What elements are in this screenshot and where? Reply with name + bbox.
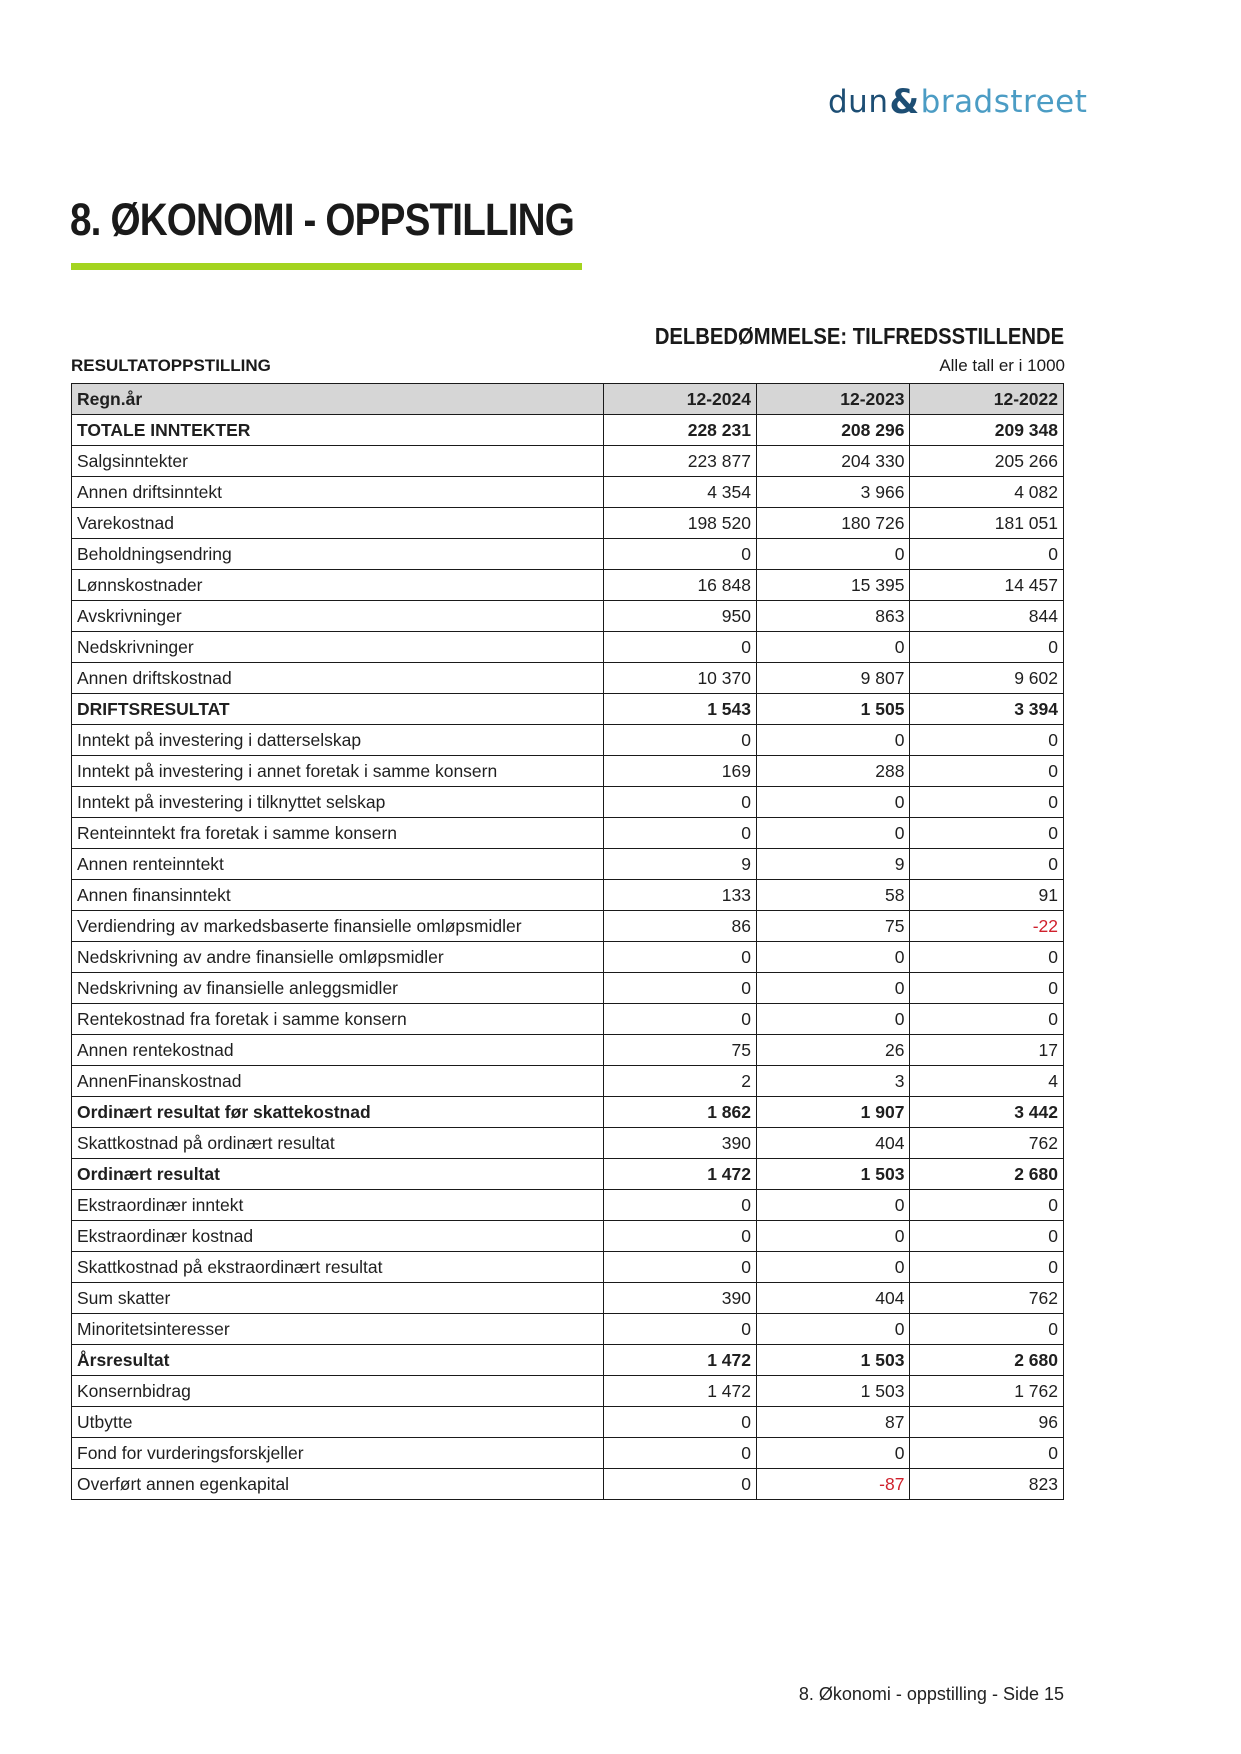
title-underline-bar — [71, 263, 582, 270]
row-label: Rentekostnad fra foretak i samme konsern — [72, 1004, 604, 1035]
table-row — [72, 446, 1064, 477]
value-2024: 0 — [603, 1004, 756, 1035]
value-2022: 209 348 — [910, 415, 1064, 446]
table-row — [72, 1035, 1064, 1066]
value-2022: 91 — [910, 880, 1064, 911]
value-2023: 0 — [756, 818, 909, 849]
table-row — [72, 570, 1064, 601]
value-2022: 9 602 — [910, 663, 1064, 694]
table-row — [72, 1159, 1064, 1190]
value-2023: 0 — [756, 632, 909, 663]
value-2023: 0 — [756, 1438, 909, 1469]
row-label: Beholdningsendring — [72, 539, 604, 570]
table-row — [72, 539, 1064, 570]
value-2022: 96 — [910, 1407, 1064, 1438]
table-header-row — [72, 384, 1064, 415]
dun-bradstreet-logo — [828, 82, 1088, 122]
value-2023: 0 — [756, 942, 909, 973]
value-2024: 228 231 — [603, 415, 756, 446]
value-2022: 17 — [910, 1035, 1064, 1066]
value-2023: 58 — [756, 880, 909, 911]
value-2023: 0 — [756, 1190, 909, 1221]
table-row — [72, 756, 1064, 787]
value-2024: 1 543 — [603, 694, 756, 725]
row-label: Ekstraordinær inntekt — [72, 1190, 604, 1221]
value-2022: 844 — [910, 601, 1064, 632]
column-header-2023: 12-2023 — [756, 384, 909, 415]
value-2022: 0 — [910, 539, 1064, 570]
row-label: AnnenFinanskostnad — [72, 1066, 604, 1097]
value-2024: 0 — [603, 787, 756, 818]
units-note: Alle tall er i 1000 — [939, 356, 1065, 375]
value-2023: 180 726 — [756, 508, 909, 539]
value-2024: 0 — [603, 973, 756, 1004]
table-row — [72, 632, 1064, 663]
value-2023: 0 — [756, 1314, 909, 1345]
table-row — [72, 911, 1064, 942]
value-2024: 198 520 — [603, 508, 756, 539]
table-row — [72, 1066, 1064, 1097]
table-row — [72, 849, 1064, 880]
value-2024: 16 848 — [603, 570, 756, 601]
value-2022: 14 457 — [910, 570, 1064, 601]
value-2024: 0 — [603, 1438, 756, 1469]
value-2024: 1 472 — [603, 1159, 756, 1190]
row-label: Lønnskostnader — [72, 570, 604, 601]
row-label: Annen driftsinntekt — [72, 477, 604, 508]
value-2023: 1 907 — [756, 1097, 909, 1128]
value-2022: -22 — [910, 911, 1064, 942]
value-2023: 3 — [756, 1066, 909, 1097]
row-label: Nedskrivning av andre finansielle omløpsmidler — [72, 942, 604, 973]
value-2023: 0 — [756, 1221, 909, 1252]
value-2024: 2 — [603, 1066, 756, 1097]
value-2023: 3 966 — [756, 477, 909, 508]
table-row — [72, 1004, 1064, 1035]
value-2022: 0 — [910, 818, 1064, 849]
row-label: Ekstraordinær kostnad — [72, 1221, 604, 1252]
table-row — [72, 663, 1064, 694]
table-row — [72, 477, 1064, 508]
table-row — [72, 818, 1064, 849]
value-2023: 75 — [756, 911, 909, 942]
value-2024: 390 — [603, 1283, 756, 1314]
value-2023: -87 — [756, 1469, 909, 1500]
value-2022: 3 442 — [910, 1097, 1064, 1128]
value-2022: 0 — [910, 787, 1064, 818]
table-row — [72, 1469, 1064, 1500]
value-2024: 0 — [603, 1469, 756, 1500]
logo-ampersand-icon: & — [889, 82, 920, 122]
value-2024: 1 472 — [603, 1345, 756, 1376]
value-2024: 0 — [603, 818, 756, 849]
table-row — [72, 694, 1064, 725]
row-label: Nedskrivning av finansielle anleggsmidler — [72, 973, 604, 1004]
value-2022: 0 — [910, 1004, 1064, 1035]
table-row — [72, 1407, 1064, 1438]
table-body — [72, 415, 1064, 1500]
value-2023: 863 — [756, 601, 909, 632]
table-row — [72, 1345, 1064, 1376]
table-row — [72, 601, 1064, 632]
value-2023: 208 296 — [756, 415, 909, 446]
row-label: Inntekt på investering i datterselskap — [72, 725, 604, 756]
page-footer: 8. Økonomi - oppstilling - Side 15 — [798, 1684, 1064, 1704]
logo-text-bradstreet: bradstreet — [920, 84, 1088, 120]
income-statement-table — [71, 383, 1064, 1500]
value-2022: 0 — [910, 1438, 1064, 1469]
row-label: Annen finansinntekt — [72, 880, 604, 911]
row-label: Inntekt på investering i annet foretak i samme konsern — [72, 756, 604, 787]
table-row — [72, 415, 1064, 446]
value-2023: 404 — [756, 1128, 909, 1159]
value-2022: 4 — [910, 1066, 1064, 1097]
value-2024: 0 — [603, 1252, 756, 1283]
row-label: Annen renteinntekt — [72, 849, 604, 880]
value-2023: 0 — [756, 725, 909, 756]
column-header-2022: 12-2022 — [910, 384, 1064, 415]
table-row — [72, 1221, 1064, 1252]
logo-text-dun: dun — [828, 84, 889, 120]
value-2022: 1 762 — [910, 1376, 1064, 1407]
row-label: Ordinært resultat før skattekostnad — [72, 1097, 604, 1128]
rating-heading: DELBEDØMMELSE: TILFREDSSTILLENDE — [654, 323, 1064, 349]
value-2024: 223 877 — [603, 446, 756, 477]
value-2022: 0 — [910, 942, 1064, 973]
table-row — [72, 1128, 1064, 1159]
row-label: Utbytte — [72, 1407, 604, 1438]
value-2024: 9 — [603, 849, 756, 880]
value-2024: 0 — [603, 1190, 756, 1221]
value-2023: 0 — [756, 973, 909, 1004]
value-2024: 133 — [603, 880, 756, 911]
column-header-label: Regn.år — [72, 384, 604, 415]
value-2023: 1 503 — [756, 1376, 909, 1407]
value-2022: 4 082 — [910, 477, 1064, 508]
row-label: Verdiendring av markedsbaserte finansielle omløpsmidler — [72, 911, 604, 942]
value-2022: 0 — [910, 1252, 1064, 1283]
value-2022: 0 — [910, 1314, 1064, 1345]
value-2022: 0 — [910, 632, 1064, 663]
page-title: 8. ØKONOMI - OPPSTILLING — [70, 194, 574, 245]
value-2024: 86 — [603, 911, 756, 942]
value-2023: 9 — [756, 849, 909, 880]
value-2024: 0 — [603, 725, 756, 756]
value-2022: 181 051 — [910, 508, 1064, 539]
value-2022: 2 680 — [910, 1345, 1064, 1376]
table-row — [72, 1438, 1064, 1469]
value-2024: 0 — [603, 1314, 756, 1345]
row-label: Konsernbidrag — [72, 1376, 604, 1407]
value-2023: 9 807 — [756, 663, 909, 694]
row-label: Annen rentekostnad — [72, 1035, 604, 1066]
value-2024: 390 — [603, 1128, 756, 1159]
value-2024: 0 — [603, 1407, 756, 1438]
value-2023: 1 503 — [756, 1345, 909, 1376]
value-2023: 288 — [756, 756, 909, 787]
row-label: TOTALE INNTEKTER — [72, 415, 604, 446]
table-row — [72, 725, 1064, 756]
value-2022: 3 394 — [910, 694, 1064, 725]
table-row — [72, 942, 1064, 973]
value-2024: 4 354 — [603, 477, 756, 508]
value-2022: 0 — [910, 849, 1064, 880]
value-2023: 87 — [756, 1407, 909, 1438]
row-label: Nedskrivninger — [72, 632, 604, 663]
table-row — [72, 1190, 1064, 1221]
value-2024: 0 — [603, 539, 756, 570]
value-2023: 0 — [756, 787, 909, 818]
value-2023: 26 — [756, 1035, 909, 1066]
value-2024: 0 — [603, 942, 756, 973]
value-2023: 15 395 — [756, 570, 909, 601]
value-2022: 762 — [910, 1128, 1064, 1159]
row-label: Annen driftskostnad — [72, 663, 604, 694]
row-label: Overført annen egenkapital — [72, 1469, 604, 1500]
value-2022: 823 — [910, 1469, 1064, 1500]
value-2022: 2 680 — [910, 1159, 1064, 1190]
value-2024: 0 — [603, 1221, 756, 1252]
value-2023: 0 — [756, 1252, 909, 1283]
value-2024: 75 — [603, 1035, 756, 1066]
row-label: Varekostnad — [72, 508, 604, 539]
value-2023: 404 — [756, 1283, 909, 1314]
value-2022: 0 — [910, 973, 1064, 1004]
row-label: Renteinntekt fra foretak i samme konsern — [72, 818, 604, 849]
row-label: Salgsinntekter — [72, 446, 604, 477]
value-2024: 0 — [603, 632, 756, 663]
row-label: Skattkostnad på ordinært resultat — [72, 1128, 604, 1159]
table-row — [72, 1252, 1064, 1283]
table-row — [72, 508, 1064, 539]
value-2024: 1 862 — [603, 1097, 756, 1128]
section-label: RESULTATOPPSTILLING — [71, 356, 271, 375]
value-2023: 1 505 — [756, 694, 909, 725]
row-label: Avskrivninger — [72, 601, 604, 632]
table-row — [72, 880, 1064, 911]
table-row — [72, 1283, 1064, 1314]
row-label: Sum skatter — [72, 1283, 604, 1314]
table-row — [72, 1097, 1064, 1128]
value-2022: 0 — [910, 756, 1064, 787]
row-label: Ordinært resultat — [72, 1159, 604, 1190]
value-2023: 204 330 — [756, 446, 909, 477]
value-2024: 10 370 — [603, 663, 756, 694]
value-2022: 205 266 — [910, 446, 1064, 477]
row-label: Årsresultat — [72, 1345, 604, 1376]
table-row — [72, 973, 1064, 1004]
value-2022: 0 — [910, 1190, 1064, 1221]
row-label: Inntekt på investering i tilknyttet selskap — [72, 787, 604, 818]
table-row — [72, 1314, 1064, 1345]
value-2022: 762 — [910, 1283, 1064, 1314]
value-2023: 0 — [756, 1004, 909, 1035]
value-2022: 0 — [910, 725, 1064, 756]
value-2022: 0 — [910, 1221, 1064, 1252]
value-2024: 950 — [603, 601, 756, 632]
row-label: DRIFTSRESULTAT — [72, 694, 604, 725]
row-label: Skattkostnad på ekstraordinært resultat — [72, 1252, 604, 1283]
value-2023: 1 503 — [756, 1159, 909, 1190]
column-header-2024: 12-2024 — [603, 384, 756, 415]
row-label: Fond for vurderingsforskjeller — [72, 1438, 604, 1469]
value-2023: 0 — [756, 539, 909, 570]
table-row — [72, 787, 1064, 818]
value-2024: 1 472 — [603, 1376, 756, 1407]
value-2024: 169 — [603, 756, 756, 787]
table-row — [72, 1376, 1064, 1407]
row-label: Minoritetsinteresser — [72, 1314, 604, 1345]
